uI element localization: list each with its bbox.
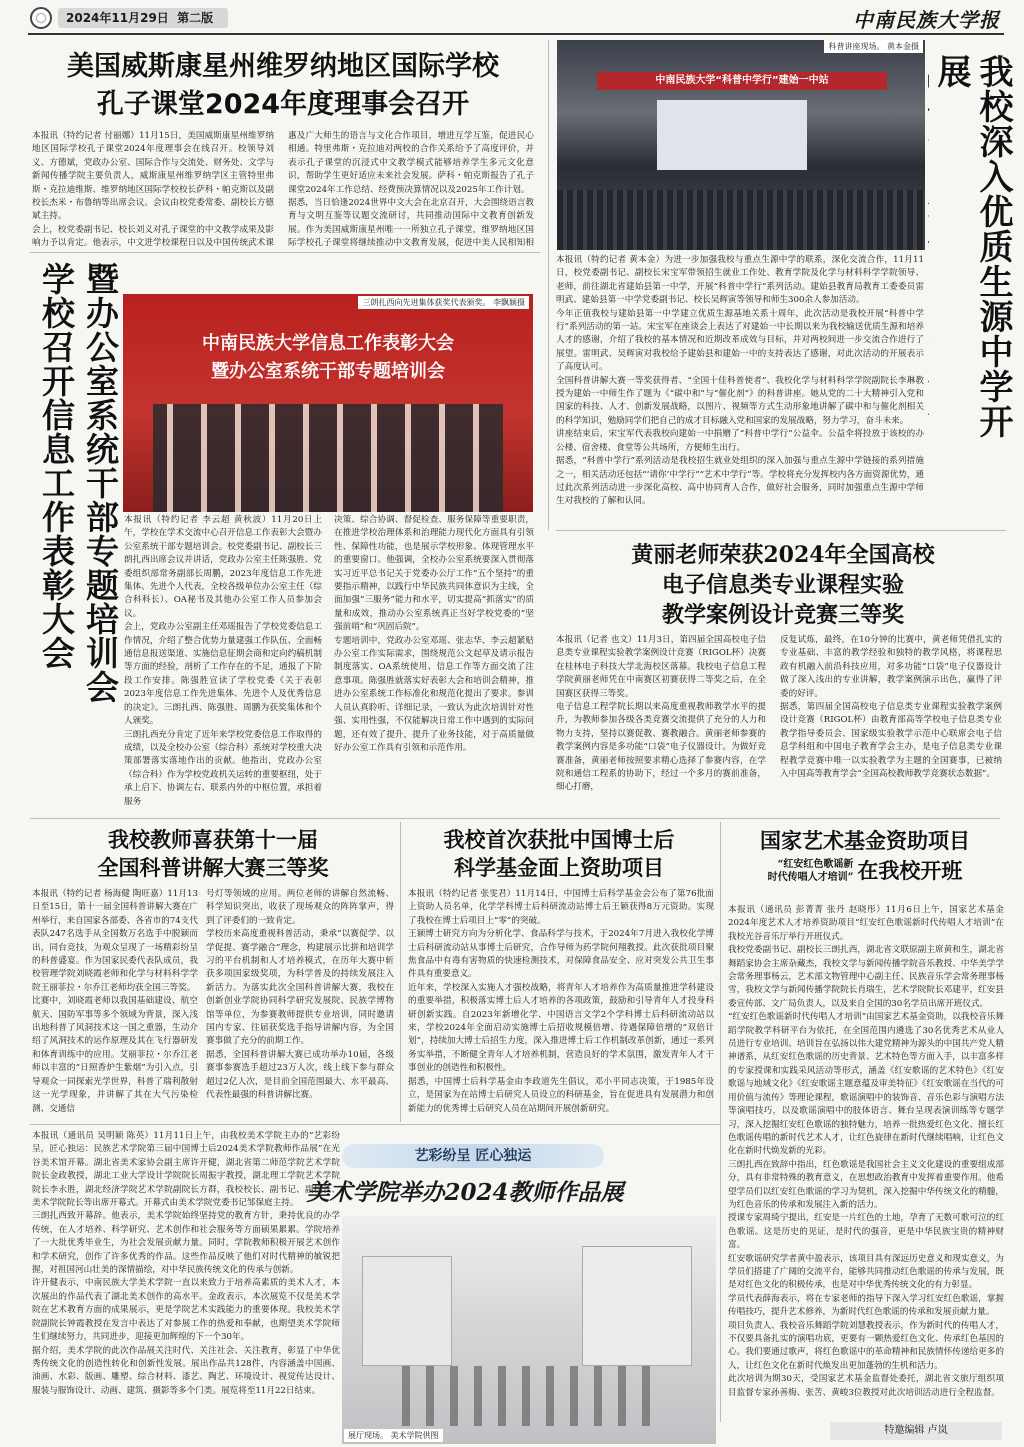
article6-title-line2: 科学基金面上资助项目: [454, 855, 664, 880]
gallery-wall-left: [362, 1256, 452, 1366]
article7-subtitle-line2: 时代传唱人才培训”: [767, 872, 854, 883]
article2-body: 本报讯（特约记者 黄本金）为进一步加强我校与重点生源中学的联系，深化交流合作，11月11日，校党委副书记、副校长宋宝军带领招生就业工作处、教育学院及化学与材料科学学院领导、老师，前往湖北省建始县第一中学，开展“科普中学行”系列活动。建始县教育局教育工委委员雷明武、建始县第一中学党委副书记、校长吴辉寅等领导和师生300余人参加活动。 今年正值我校与建始县第一中学建立优质生源基地关系十周年，此次活动是我校开展“科普中学行”系列活动的第一站。宋宝军在座谈会上表达了对建始一中长期以来为我校输送优质生源和培养人才的感谢，介绍了我校的基本情况和近期改革成效与目标，并对两校间进一步交流合作进行了展望。雷明武、吴辉寅对我校给予建始县和建始一中的支持表达了感谢，对此次活动的开展表示了高度认可。 全国科普讲解大赛一等奖获得者、“全国十佳科普使者”、我校化学与材料科学学院副院长李琳教授为建始一中师生作了题为《“碳中和”与“催化剂”》的科普讲座。她从党的二十大精神引入党和国家的科技、人才、创新发展战略，以图片、视频等方式生动形象地讲解了碳中和与催化剂相关的科学知识，勉励同学们把自己的成才目标融入党和国家的发展战略，努力学习，奋斗未来。 讲座结束后，宋宝军代表我校向建始一中捐赠了“科普中学行”公益伞。公益伞将投放于该校的办公楼、宿舍楼、食堂等公共场所，方便师生出行。 据悉，“科普中学行”系列活动是我校招生就业处组织的深入加强与重点生源中学链接的系列措施之一，相关活动还包括“‘请你’中学行”“艺术中学行”等。学校将充分发挥校内各方面资源优势，通过此次系列活动进一步深化高校、高中协同育人合作，做好社会服务，同时加强重点生源中学师生对我校的了解和认同。: [556, 255, 924, 507]
lecture-screen: [657, 100, 807, 170]
editor-credit: 特邀编辑 卢岚: [830, 1422, 1002, 1440]
paper-name: 中南民族大学报: [853, 8, 1000, 32]
article3-vtitle-2: 暨办公室系统干部专题培训会: [81, 262, 120, 704]
article4-title-line3: 教学案例设计竞赛三等奖: [661, 602, 904, 628]
article4-col1: 本报讯（记者 也文）11月3日，第四届全国高校电子信息类专业课程实验教学案例设计竞赛（RIGOL杯）决赛在桂林电子科技大学北海校区落幕。我校电子信息工程学院黄丽老师凭在中南赛区初赛获得二等奖之后，在全国赛区获得三等奖。 电子信息工程学院长期以来高度重视教师教学水平的提升，为教师参加各级各类竞赛交流提供了充分的人力和物力支持，坚持以赛促教、赛教融合。黄丽老师参赛的教学案例内容是多功能“口袋”电子仪器设计。为做好竞赛准备，黄丽老师按照要求精心选择了参赛内容，在学院和通信工程系的协助下，经过一个多月的赛前准备，细心打磨，: [556, 635, 766, 793]
attendees-row: [153, 404, 503, 512]
lecture-banner: 中南民族大学“科普中学行”建始一中站: [597, 72, 887, 90]
article4-title-line2: 电子信息类专业课程实验: [661, 572, 904, 598]
audience: [557, 190, 925, 250]
photo-credit: 科普讲座现场。 黄本金摄: [824, 40, 923, 53]
gallery-wall-right: [582, 1246, 692, 1366]
article7-body: 本报讯（通讯员 彭菁菁 张丹 赵晓彤）11月6日上午，国家艺术基金2024年度艺术人才培养资助项目“红安红色歌谣新时代传唱人才培训”在我校光谷音乐厅举行开班仪式。 我校党委副书记、副校长三朗扎西，湖北省文联原副主席黄和生，湖北省舞蹈家协会主席杂藏杰，我校文学与新闻传播学院音乐教授、中华美学学会常务理事杨云，艺术部文物管理中心副主任、民族音乐学会常务理事杨雪，我校文学与新闻传播学院院长肖瑞生，艺术学院院长邓建平，红安县委宣传部、文广局负责人，以及来自全国的30名学员出席开班仪式。 “红安红色歌谣新时代传唱人才培训”由国家艺术基金资助，以我校音乐舞蹈学院教学科研平台为依托，在全国范围内遴选了30名优秀艺术从业人员进行专业培训。培训旨在弘扬以伟大建党精神为源头的中国共产党人精神谱系，从红安红色歌谣的历史背景、艺术特色等方面入手，以丰富多样的专家授课和实践采风活动等形式，涵盖《红安歌谣的艺术特色》《红安歌谣与地域文化》《红安歌谣主题意蕴及审美特征》《红安歌谣在当代的可用价值与流传》等理论课程，歌谣演唱中的装饰音、音乐色彩与演唱方法等演唱技巧，以及歌谣演唱中的肢体语言、舞台呈现表演训练等专题学习，深入挖掘红安红色歌谣的独特魅力，培养一批热爱红色文化、擅长红色歌谣传唱的新时代艺术人才，让红色旋律在新时代继续唱响，让红色文化在新时代焕发新的光彩。 三朗扎西在致辞中指出，红色歌谣是我国社会主义文化建设的重要组成部分，具有非常特殊的教育意义，在思想政治教育中发挥着重要作用。他希望学员们以红安红色歌谣的学习为契机，深入挖掘中华传统文化的精髓，为红色音乐的传承和发展注入新的活力。 授课专家周绮宁提出，红安是一片红色的土地，孕育了无数可歌可泣的红色歌谣。这是历史的见证，是时代的强音，更是中华民族宝贵的精神财富。 红安歌谣研究学者黄中盈表示，该项目具有深远历史意义和现实意义，为学员们搭建了广阔的交流平台，能够共同推动红色歌谣的传承与发展，既是对红色文化的积极传承，也是对中华优秀传统文化的有力彰显。 学员代表薛海表示，将在专家老师的指导下深入学习红安红色歌谣，掌握传唱技巧，提升艺术修养，为新时代红色歌谣的传承和发展贡献力量。 项目负责人、我校音乐舞蹈学院刘慧教授表示，作为新时代的传唱人才，不仅要具备扎实的演唱功底，更要有一颗热爱红色文化、传承红色基因的心。我们要通过歌声，将红色歌谣中的革命精神和民族情怀传递给更多的人，让红色文化在新时代焕发出更加蓬勃的生机和活力。 此次培训为期30天，受国家艺术基金监督处委托，湖北省文旅厅组织项目监督专家孙善梅、张苦、黄峻3位教授对此次培训活动进行全程监督。: [728, 905, 1004, 1398]
article5-title-line2: 全国科普讲解大赛三等奖: [97, 855, 329, 880]
article6-title-line1: 我校首次获批中国博士后: [443, 827, 675, 852]
article8-title: 美术学院举办2024教师作品展: [306, 1179, 624, 1206]
article6-body: 本报讯（特约记者 张雯君）11月14日，中国博士后科学基金会公布了第76批面上资助人员名单，化学学科博士后科研流动站博士后王颖获得8万元资助。实现了我校在博士后项目上“零”的突破。 王颖博士研究方向为分析化学、食品科学与技术，于2024年7月进入我校化学博士后科研流动站从事博士后研究，合作导师为药学院何翔教授。此次获批项目聚焦食品中有毒有害物质的快速检测技术，对保障食品安全、应对突发公共卫生事件具有重要意义。 近年来，学校深入实施人才强校战略，将青年人才培养作为高质量推进学科建设的重要举措，积极落实博士后人才培养的各项政策，鼓励和引导青年人才投身科研创新实践。自2023年新增化学、中国语言文学2个学科博士后科研流动站以来，学校2024年全面启动实施博士后招收规模倍增、待遇保障倍增的“双倍计划”，持续加大博士后招生力度，深入推进博士后工作机制改革创新，通过一系列务实举措，不断健全青年人才培养机制，营造良好的学术氛围，激发青年人才干事创业的创造性和积极性。 据悉，中国博士后科学基金由李政道先生倡议，邓小平同志决策，于1985年设立，是国家为在站博士后研究人员设立的科研基金，旨在促进具有发展潜力和创新能力的优秀博士后研究人员在站期间开展创新研究。: [408, 889, 714, 1114]
article2-vertical-title: [928, 54, 1014, 464]
masthead-date-box: [58, 8, 228, 28]
article8-tagline: 艺彩纷呈 匠心独运: [342, 1144, 604, 1168]
article3-vtitle-1: 学校召开信息工作表彰大会: [37, 262, 76, 670]
issue-date: 2024年11月29日: [66, 11, 169, 25]
article5-title-line1: 我校教师喜获第十一届: [108, 827, 318, 852]
exhibition-hall-photo: [342, 1216, 716, 1444]
ceremony-banner-line1: 中南民族大学信息工作表彰大会: [202, 333, 454, 354]
masthead: [0, 0, 1024, 36]
article3-col1: 本报讯（特约记者 李云超 黄秋波）11月20日上午，学校在学术交流中心召开信息工作表彰大会暨办公室系统干部专题培训会。校党委副书记、副校长三朗扎西出席会议并讲话，党政办公室主任陈强胜、党委组织部常务副部长周鹏，2023年度信息工作先进集体、先进个人代表，全校各级单位办公室主任（综合科科长）、OA秘书及其他办公室工作人员参加会议。 会上，党政办公室副主任邓瑶报告了学校党委信息工作情况，介绍了整合优势力量建强工作队伍、全面畅通信息报送渠道、实施信息征期会商和定向约稿机制等方面的经验，剖析了工作存在的不足，通报了下阶段工作安排。陈强胜宣读了学校党委《关于表彰2023年度信息工作先进集体、先进个人及优秀信息的决定》。三朗扎西、陈强胜、周鹏为获奖集体和个人颁奖。 三朗扎西充分肯定了近年来学校党委信息工作取得的成绩，以及全校办公室（综合科）系统对学校重大决策部署落实落地作出的贡献。他指出，党政办公室（综合科）作为学校党政机关运转的重要枢纽，处于承上启下、协调左右、联系内外的中枢位置，承担着服务: [124, 515, 322, 807]
article4-col2: 反复试炼，最终，在10分钟的比赛中，黄老师凭借扎实的专业基础、丰富的教学经验和独特的教学风格，将课程思政有机融入前沿科技应用，对多功能“口袋”电子仪器设计做了深入浅出的专业讲解，教学案例演示出色，赢得了评委的好评。 据悉，第四届全国高校电子信息类专业课程实验教学案例设计竞赛（RIGOL杯）由教育部高等学校电子信息类专业教学指导委员会、国家级实验教学示范中心联席会电子信息学科组和中国电子教育学会主办，是电子信息类专业课程教学竞赛中唯一以实验教学为主题的全国赛事，已被纳入中国高等教育学会“全国高校教师教学竞赛状态数据”。: [780, 635, 1002, 780]
article7-title-line2: 在我校开班: [857, 858, 963, 883]
article2-vtitle-2: [928, 54, 930, 464]
article7-title: [726, 826, 1004, 900]
article1-title-line1: 美国威斯康星州维罗纳地区国际学校: [67, 51, 499, 82]
award-ceremony-photo: [123, 294, 533, 512]
article1-title-line2: 孔子课堂2024年度理事会召开: [96, 89, 470, 120]
article5-col1: 本报讯（特约记者 杨海健 陶旺嘉）11月13日至15日，第十一届全国科普讲解大赛在广州举行，来自国家各部委、各省市的74支代表队247名选手从全国数万名选手中脱颖而出，同台竞技，为观众呈现了一场精彩纷呈的科普盛宴。作为国家民委代表队成员，我校管理学院刘晓霞老师和化学与材料科学学院王丽菲拉・尔乔江老师均获全国三等奖。 比赛中，刘晓霞老师以我国基础建设、航空航天、国防军事等多个领域为背景，深入浅出地科普了风洞技术这一国之重器，生动介绍了风洞技术的运作原理及其在飞行器研发和体育训练中的应用。艾丽菲拉・尔乔江老师以丰富的“日照香炉生紫烟”为引入点，引导观众一同探索光学世界，科普了瑞利散射这一光学现象，并讲解了其在大气污染检测、交通信: [32, 889, 198, 1114]
article8-body: 本报讯（通讯员 吴明颖 陈英）11月11日上午，由我校美术学院主办的“艺彩纷呈，匠心独运：民族艺术学院第三届中国博士后2024美术学院教师作品展”在光谷美术馆开幕。湖北省美术家协会副主席许开健，湖北省第二师范学院艺术学院院长金政教授，湖北工业大学设计学院院长周振宇教授，湖北理工学院艺术学院院长李永胜，湖北经济学院艺术学院副院长方群，我校校长、副书记、副校长、美术学院院长等出席开幕式。开幕式由美术学院党委书记邹保庭主持。 三朗扎西致开幕辞。他表示，美术学院始终坚持党的教育方针，秉持优良的办学传统，在人才培养、科学研究、艺术创作和社会服务等方面硕果累累。学院培养了一大批优秀毕业生，为社会发展贡献力量。同时，学院教师积极开展艺术创作和学术研究，创作了许多优秀的作品。这些作品反映了他们对时代精神的敏锐把握，对祖国河山壮美的深情描绘，对中华民族传统文化的传承与创新。 许开健表示，中南民族大学美术学院一直以来致力于培养高素质的美术人才，本次展出的作品代表了湖北美术创作的高水平。金政表示，本次展览不仅是美术学院在艺术教育方面的成果展示，更是学院艺术实践能力的重要体现。我校美术学院副院长钟霞教授在发言中表达了对参展工作的热爱和奉献，也期望美术学院师生们继续努力，共同进步，迎接更加辉煌的下一个30年。 据介绍，美术学院的此次作品展关注时代、关注社会、关注教育，彰显了中华优秀传统文化的创造性转化和创新性发展。展出作品共128件，内容涵盖中国画、油画、水彩、版画、雕塑、综合材料、漆艺、陶艺、环境设计、视觉传达设计、服装与服饰设计、动画、建筑、摄影等多个门类。展览将至11月22日结束。: [32, 1131, 340, 1396]
ceremony-banner-line2: 暨办公室系统干部专题培训会: [211, 361, 445, 382]
article1-col2: 惠及广大师生的语言与文化合作项目，增进互学互鉴，促进民心相通。特里弗斯・克拉迪对两校的合作关系给予了高度评价，并表示孔子课堂的沉浸式中文教学模式能够培养学生多元文化意识，帮助学生更好适应未来社会发展。萨科・帕克斯报告了孔子课堂2024年工作总结、经费预决算情况以及2025年工作计划。 据悉，当日恰逢2024世界中文大会在北京召开，大会围绕语言教育与文明互鉴等议题交流研讨，共同推动国际中文教育创新发展。作为美国威斯康星州唯一一所独立孔子课堂，维罗纳地区国际学校孔子课堂将继续推动中文教育发展，促进中美人民相知相: [288, 131, 534, 248]
article2-vtitle-1: 我校深入优质生源中学开展: [931, 54, 1013, 439]
science-lecture-photo: [557, 40, 925, 250]
article1-col1: 本报讯（特约记者 付丽娜）11月15日，美国威斯康星州维罗纳地区国际学校孔子课堂2024年度理事会在线召开。校领导刘义、方德斌，党政办公室、国际合作与交流处、财务处、文学与新闻传播学院主要负责人，威斯康星州维罗纳学区主管特里弗斯・克拉迪维斯、维罗纳地区国际学校校长萨科・帕克斯以及副校长杰米・布鲁纳等出席会议。会议由校党委常委、副校长方德斌主持。 会上，校党委副书记、校长刘义对孔子课堂的中文教学成果及影响力予以肯定。他表示，中文进学校课程日以及中国传统武术课: [32, 131, 274, 248]
article4-title: [568, 540, 998, 640]
article4-title-line1: 黄丽老师荣获2024年全国高校: [631, 542, 935, 568]
article5-title: [32, 826, 394, 886]
article3-vertical-title: [30, 262, 122, 732]
article3-col2: 决策、综合协调、督促检查、服务保障等重要职责，在推进学校治理体系和治理能力现代化方面具有引领性、保障性功能，也是展示学校形象、体现管理水平的重要窗口。他强调，全校办公室系统要深入贯彻落实习近平总书记关于党委办公厅工作“五个坚持”的重要指示精神，以践行中华民族共同体意识为主线，全面加强“三服务”能力和水平，切实提高“抓落实”的质量和成效，推动办公室系统真正当好学校党委的“坚强前哨”和“巩固后院”。 专题培训中，党政办公室邓瑶、张志华、李云超紧贴办公室工作实际需求，围绕规范公文起草及请示报告制度落实、OA系统使用、信息工作等方面交流了注意事项。陈强胜就落实好表彰大会和培训会精神，推进办公室系统工作标准化和规范化提出了要求。参训人员认真聆听、详细记录，一致认为此次培训针对性强、实用性强，不仅能解决日常工作中遇到的实际问题，还有效了提升，提升了业务技能，对于高质量做好办公室工作具有引领和示范作用。: [334, 515, 534, 753]
visitors: [402, 1366, 662, 1426]
article7-subtitle-line1: “红安红色歌谣新: [777, 859, 854, 870]
school-logo: [30, 7, 52, 29]
article6-title: [404, 826, 714, 886]
article1-title: [28, 48, 538, 128]
article7-title-line1: 国家艺术基金资助项目: [760, 828, 970, 853]
ceremony-photo-caption: 三朗扎西向先进集体获奖代表颁奖。 李飘颖摄: [358, 296, 529, 309]
page-number: 第二版: [177, 11, 214, 25]
exhibition-photo-caption: 展厅现场。 美术学院供图: [344, 1429, 443, 1442]
ceremony-banner: [123, 330, 533, 386]
article5-col2: 号灯等领域的应用。两位老师的讲解自然流畅、科学知识突出，收获了现场观众的阵阵掌声，得到了评委们的一致肯定。 学校历来高度重视科普活动，秉承“以赛促学、以学促提、赛学融合”理念，构建展示比拼和培训学习的平台机制和人才培养模式，在历年大赛中斩获多项国家级奖项，为科学普及的持续发展注入新活力。为落实此次全国科普讲解大赛，我校在创新创业学院协同科学研究发展院、民族学博物馆等单位，为参赛教师提供专业培训，同时邀请国内专家、往届获奖选手指导讲解内容，为全国赛事做了充分的前期工作。 据悉，全国科普讲解大赛已成功举办10届，各级赛事参赛选手超过23万人次，线上线下参与群众超过2亿人次，是目前全国范围最大、水平最高、代表性最强的科普讲解比赛。: [206, 889, 394, 1101]
